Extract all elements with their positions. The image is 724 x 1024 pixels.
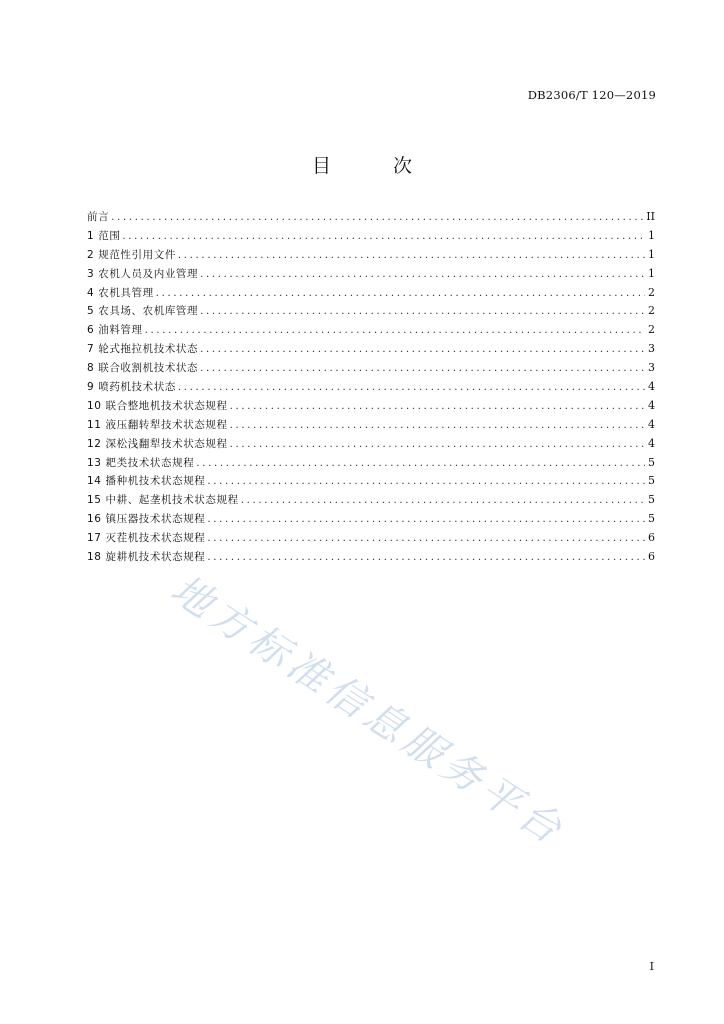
toc-entry-label: 3 农机人员及内业管理 [87, 267, 199, 280]
toc-entry[interactable] [87, 548, 655, 567]
toc-entry[interactable] [87, 510, 655, 529]
toc-entry-label: 18 旋耕机技术状态规程 [87, 551, 206, 564]
toc-entry-label: 13 耙类技术状态规程 [87, 456, 195, 469]
toc-entry-label: 5 农具场、农机库管理 [87, 305, 199, 318]
toc-entry[interactable] [87, 302, 655, 321]
toc-entry[interactable] [87, 378, 655, 397]
toc-leader-dots [111, 209, 643, 228]
page-number: I [649, 960, 654, 973]
toc-entry-page: 4 [648, 380, 655, 394]
toc-entry-page: 6 [648, 550, 655, 564]
toc-entry-page: 3 [648, 361, 655, 375]
toc-entry[interactable] [87, 227, 655, 246]
toc-entry-page: 4 [648, 398, 655, 412]
toc-entry-page: 3 [648, 342, 655, 356]
toc-leader-dots [200, 360, 645, 379]
toc-entry-label: 2 规范性引用文件 [87, 248, 176, 261]
toc-entry[interactable] [87, 472, 655, 491]
page-title: 目 次 [311, 155, 441, 177]
toc-entry-label: 12 深松浅翻犁技术状态规程 [87, 437, 228, 450]
toc-entry[interactable] [87, 416, 655, 435]
watermark: 地方标准信息服务平台 [162, 566, 574, 856]
toc-leader-dots [145, 322, 645, 341]
toc-entry[interactable] [87, 529, 655, 548]
toc-entry-label: 10 联合整地机技术状态规程 [87, 399, 228, 412]
toc-entry-label: 16 镇压器技术状态规程 [87, 513, 206, 526]
toc-entry-page: 4 [648, 417, 655, 431]
toc-leader-dots [156, 285, 645, 304]
toc-leader-dots [200, 303, 645, 322]
toc-entry-page: 5 [648, 474, 655, 488]
toc-entry-page: 1 [648, 266, 655, 280]
toc-entry[interactable] [87, 284, 655, 303]
toc-entry-page: 5 [648, 455, 655, 469]
toc-leader-dots [178, 247, 645, 266]
toc-entry-label: 17 灭茬机技术状态规程 [87, 532, 206, 545]
toc-leader-dots [200, 266, 645, 285]
toc-entry[interactable] [87, 208, 655, 227]
toc-entry-label: 1 范围 [87, 229, 121, 242]
toc-entry-page: 4 [648, 436, 655, 450]
toc-entry[interactable] [87, 435, 655, 454]
toc-entry-label: 11 液压翻转犁技术状态规程 [87, 418, 228, 431]
toc-entry[interactable] [87, 454, 655, 473]
toc-entry-label: 14 播种机技术状态规程 [87, 475, 206, 488]
toc-entry-label: 4 农机具管理 [87, 286, 154, 299]
toc-entry-page: 2 [648, 304, 655, 318]
toc-entry[interactable] [87, 246, 655, 265]
toc-entry[interactable] [87, 321, 655, 340]
toc-entry-page: 6 [648, 531, 655, 545]
toc-entry[interactable] [87, 397, 655, 416]
toc-leader-dots [200, 341, 645, 360]
toc-leader-dots [207, 511, 645, 530]
toc-entry-page: 1 [648, 247, 655, 261]
toc-leader-dots [230, 436, 645, 455]
toc-entry-label: 6 油料管理 [87, 324, 143, 337]
toc-leader-dots [178, 379, 645, 398]
toc-leader-dots [207, 549, 645, 568]
table-of-contents [87, 208, 655, 567]
toc-entry[interactable] [87, 265, 655, 284]
toc-leader-dots [241, 492, 645, 511]
toc-entry-label: 7 轮式拖拉机技术状态 [87, 343, 199, 356]
toc-leader-dots [207, 473, 645, 492]
toc-leader-dots [230, 398, 645, 417]
toc-entry[interactable] [87, 359, 655, 378]
toc-entry-label: 15 中耕、起垄机技术状态规程 [87, 494, 239, 507]
toc-leader-dots [207, 530, 645, 549]
toc-entry-page: 2 [648, 285, 655, 299]
toc-entry-page: 5 [648, 512, 655, 526]
toc-entry-page: 2 [648, 323, 655, 337]
toc-entry[interactable] [87, 491, 655, 510]
toc-entry-label: 9 喷药机技术状态 [87, 381, 176, 394]
toc-entry-page: 1 [648, 228, 655, 242]
toc-entry-page: 5 [648, 493, 655, 507]
toc-leader-dots [122, 228, 645, 247]
toc-entry[interactable] [87, 340, 655, 359]
toc-leader-dots [230, 417, 645, 436]
toc-entry-label: 8 联合收割机技术状态 [87, 362, 199, 375]
document-code: DB2306/T 120—2019 [527, 88, 656, 102]
toc-entry-label: 前言 [87, 211, 110, 223]
toc-leader-dots [196, 455, 645, 474]
toc-entry-page: II [646, 210, 655, 223]
